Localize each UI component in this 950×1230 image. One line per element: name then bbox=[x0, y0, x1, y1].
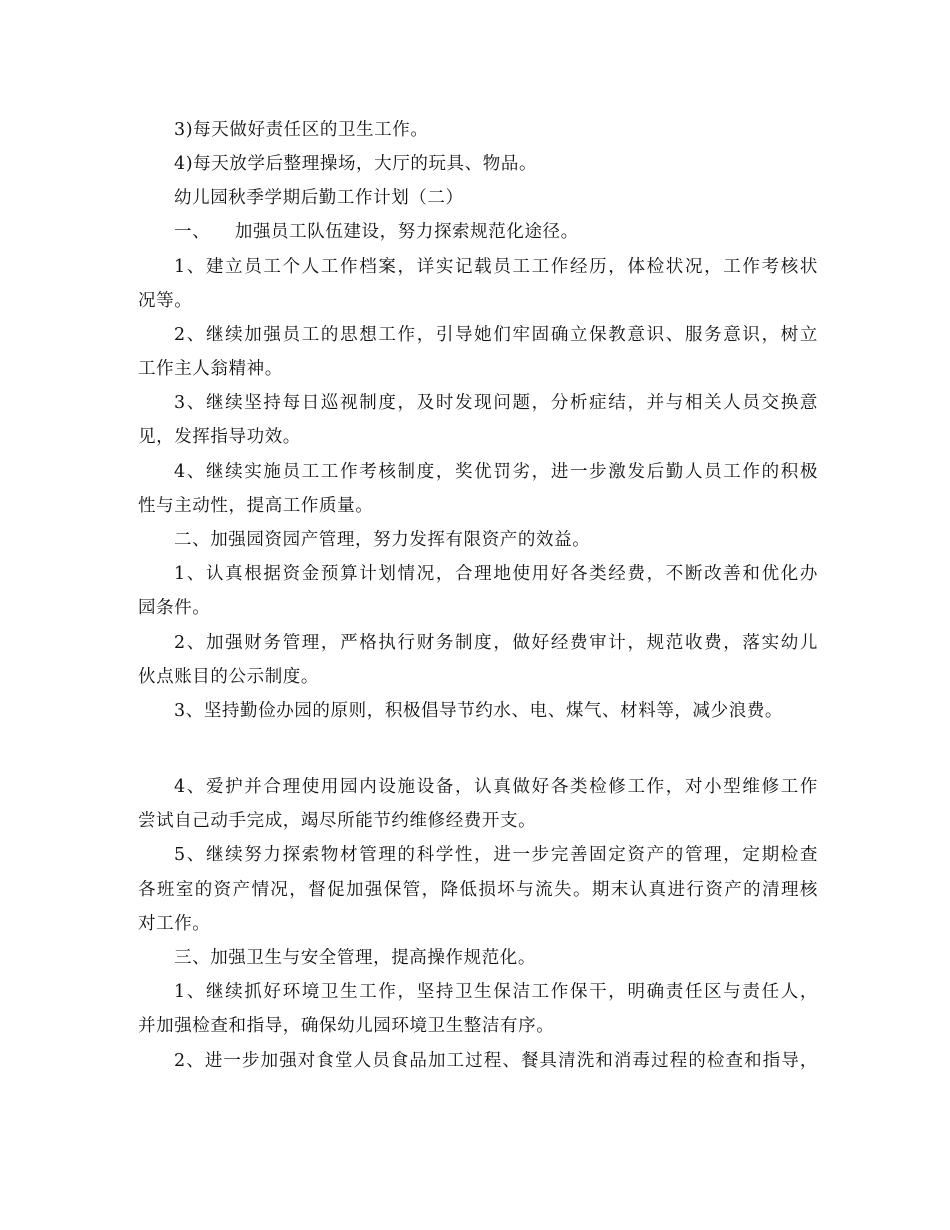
paragraph-line: 对工作。 bbox=[138, 914, 211, 934]
paragraph-line: 各班室的资产情况，督促加强保管，降低损坏与流失。期末认真进行资产的清理核 bbox=[138, 880, 818, 900]
section-title: 幼儿园秋季学期后勤工作计划（二） bbox=[174, 188, 464, 208]
paragraph-line: 工作主人翁精神。 bbox=[138, 359, 283, 379]
paragraph-line: 1、继续抓好环境卫生工作，坚持卫生保洁工作保干，明确责任区与责任人， bbox=[174, 982, 818, 1002]
section-heading: 二、加强园资园产管理，努力发挥有限资产的效益。 bbox=[174, 530, 591, 550]
paragraph-line: 4、继续实施员工工作考核制度，奖优罚劣，进一步激发后勤人员工作的积极 bbox=[174, 462, 818, 482]
paragraph-line: 伙点账目的公示制度。 bbox=[138, 667, 319, 687]
paragraph-line: 见，发挥指导功效。 bbox=[138, 427, 301, 447]
paragraph-line: 园条件。 bbox=[138, 598, 211, 618]
paragraph-line: 2、加强财务管理，严格执行财务制度，做好经费审计，规范收费，落实幼儿 bbox=[174, 633, 818, 653]
paragraph-line: 况等。 bbox=[138, 291, 193, 311]
paragraph-line: 3、坚持勤俭办园的原则，积极倡导节约水、电、煤气、材料等，减少浪费。 bbox=[174, 701, 784, 721]
paragraph-line: 并加强检查和指导，确保幼儿园环境卫生整洁有序。 bbox=[138, 1016, 555, 1036]
paragraph-line: 4、爱护并合理使用园内设施设备，认真做好各类检修工作，对小型维修工作 bbox=[174, 777, 818, 797]
paragraph-line: 2、继续加强员工的思想工作，引导她们牢固确立保教意识、服务意识，树立 bbox=[174, 325, 818, 345]
paragraph-line: 5、继续努力探索物材管理的科学性，进一步完善固定资产的管理，定期检查 bbox=[174, 845, 818, 865]
section-heading: 三、加强卫生与安全管理，提高操作规范化。 bbox=[174, 948, 536, 968]
paragraph-line: 尝试自己动手完成，竭尽所能节约维修经费开支。 bbox=[138, 811, 537, 831]
paragraph-line: 1、建立员工个人工作档案，详实记载员工工作经历，体检状况，工作考核状 bbox=[174, 257, 818, 277]
paragraph-line: 性与主动性，提高工作质量。 bbox=[138, 496, 374, 516]
section-heading: 一、 加强员工队伍建设，努力探索规范化途径。 bbox=[174, 222, 579, 242]
paragraph-line: 1、认真根据资金预算计划情况，合理地使用好各类经费，不断改善和优化办 bbox=[174, 564, 818, 584]
paragraph-line: 3、继续坚持每日巡视制度，及时发现问题，分析症结，并与相关人员交换意 bbox=[174, 393, 818, 413]
paragraph-line: 3)每天做好责任区的卫生工作。 bbox=[174, 120, 429, 140]
paragraph-line: 4)每天放学后整理操场，大厅的玩具、物品。 bbox=[174, 154, 538, 174]
paragraph-line: 2、进一步加强对食堂人员食品加工过程、餐具清洗和消毒过程的检查和指导， bbox=[174, 1051, 818, 1071]
